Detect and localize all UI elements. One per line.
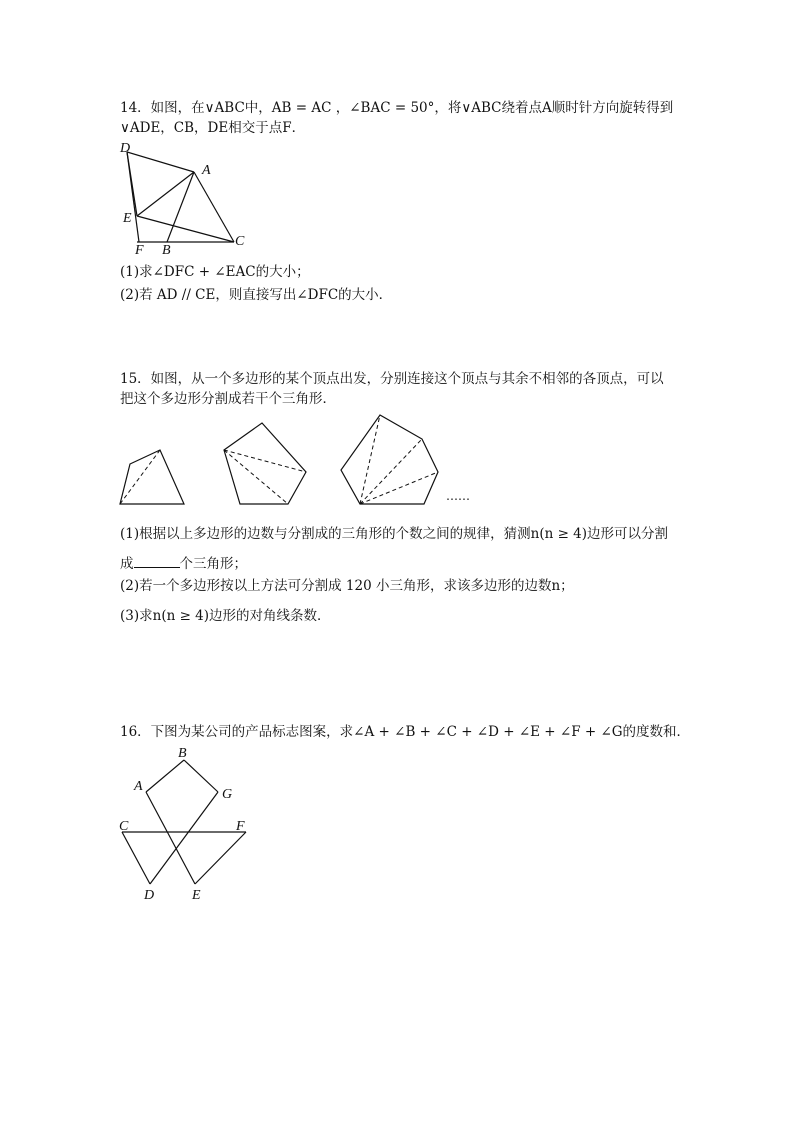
q14-label-A: A [202, 163, 211, 178]
q14-label-F: F [135, 243, 144, 258]
q14-stem-line2: ∨ADE，CB，DE相交于点F． [120, 120, 306, 136]
q14-label-C: C [235, 234, 245, 249]
q15-quadrilateral-figure [118, 444, 190, 506]
q14-label-E: E [123, 211, 132, 226]
q16-label-A: A [134, 779, 143, 794]
q15-stem-line2: 把这个多边形分割成若干个三角形． [120, 391, 336, 407]
q14-figure [112, 138, 262, 258]
q15-hexagon-figure [340, 414, 440, 506]
q15-part1-line2 [120, 553, 247, 574]
q16-label-E: E [192, 888, 201, 903]
q15-part1-suffix: 个三角形； [179, 556, 247, 572]
q15-part1-prefix: 成 [120, 556, 134, 572]
q15-answer-blank[interactable] [134, 553, 180, 568]
q15-pentagon-figure [222, 422, 312, 506]
q16-stem: 16．下图为某公司的产品标志图案，求∠A + ∠B + ∠C + ∠D + ∠E + ∠F + ∠G的度数和． [120, 724, 691, 740]
q16-figure [110, 742, 260, 904]
q15-part3: (3)求n(n ≥ 4)边形的对角线条数． [120, 608, 331, 624]
q14-part1: (1)求∠DFC + ∠EAC的大小； [120, 264, 310, 280]
q16-label-G: G [222, 787, 233, 802]
q15-ellipsis: …… [446, 489, 470, 503]
q15-part1-line1: (1)根据以上多边形的边数与分割成的三角形的个数之间的规律，猜测n(n ≥ 4)边形可以分割 [120, 526, 669, 542]
q14-label-D: D [120, 141, 131, 156]
q16-label-D: D [144, 888, 155, 903]
q15-stem-line1: 15．如图，从一个多边形的某个顶点出发，分别连接这个顶点与其余不相邻的各顶点，可以 [120, 371, 664, 387]
q15-part2: (2)若一个多边形按以上方法可分割成 120 小三角形，求该多边形的边数n； [120, 578, 574, 594]
q16-label-F: F [236, 819, 245, 834]
q14-label-B: B [162, 243, 171, 258]
q16-label-C: C [119, 819, 129, 834]
q14-part2: (2)若 AD // CE，则直接写出∠DFC的大小． [120, 287, 393, 303]
q14-stem-line1: 14．如图，在∨ABC中，AB = AC ，∠BAC = 50°，将∨ABC绕着点A顺时针方向旋转得到 [120, 100, 674, 116]
q16-label-B: B [178, 746, 187, 761]
